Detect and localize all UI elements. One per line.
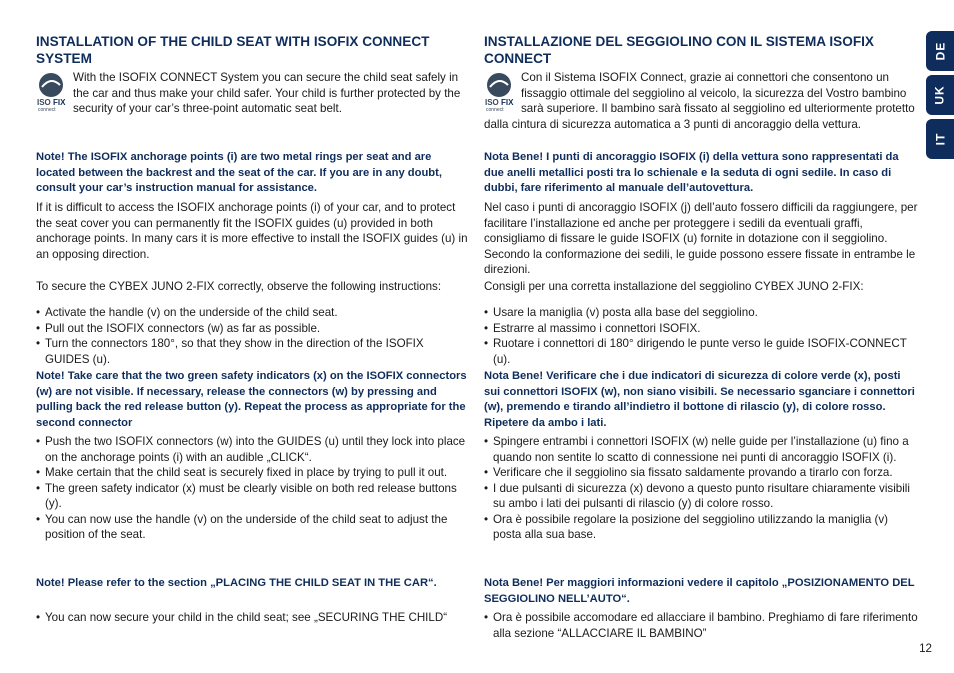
list-item: • Estrarre al massimo i connettori ISOFIX. [484,321,918,337]
svg-text:ISO: ISO [485,98,499,107]
note-anchorage-en: Note! The ISOFIX anchorage points (i) are two metal rings per seat and are located between the backrest and the seat of the car. If you are in any doubt, consult your car’s instruction manual for assistance. [36,151,442,195]
list-item: • Pull out the ISOFIX connectors (w) as far as possible. [36,321,470,337]
svg-text:connect: connect [38,107,56,112]
italian-column [484,33,918,653]
section-title-it: INSTALLAZIONE DEL SEGGIOLINO CON IL SISTEMA ISOFIX CONNECT [484,34,874,66]
list-item: • Spingere entrambi i connettori ISOFIX (w) nelle guide per l’installazione (u) fino a quando non sentite lo scatto di connessione nei punti di ancoraggio ISOFIX (i). [484,434,918,465]
note-indicators-en: Note! Take care that the two green safety indicators (x) on the ISOFIX connectors (w) are not visible. If necessary, release the connectors (w) by pressing and pulling back the red release button (y). Repeat the process as appropriate for the second connector [36,370,467,429]
intro-text-en: With the ISOFIX CONNECT System you can secure the child seat safely in the car and thus make your child safer. Your child is further protected by the security of your car’s three-point automatic seat belt. [73,71,461,115]
list-steps-it [484,305,918,367]
svg-text:FIX: FIX [501,98,514,107]
note-anchorage-it: Nota Bene! I punti di ancoraggio ISOFIX (i) della vettura sono rappresentati da due anelli metallici posti tra lo schienale e la seduta di ogni sedile. In caso di dubbi, fare riferimento al manuale dell’autovettura. [484,151,899,195]
para-guides-it: Nel caso i punti di ancoraggio ISOFIX (j) dell’auto fossero difficili da raggiungere, per facilitare l’installazione ed anche per proteggere i sedili da eventuali graffi, consigliamo di fissare le guide ISOFIX (u) fornite in dotazione con il seggiolino. Secondo la conformazione dei sedili, le guide possono essere fissate in entrambe le direzioni. [484,201,918,276]
svg-text:ISO: ISO [37,98,51,107]
list-item: • I due pulsanti di sicurezza (x) devono a questo punto risultare chiaramente visibili su ambo i lati dei pulsanti di rilascio (y) di colore rosso. [484,481,918,512]
list-item: • Verificare che il seggiolino sia fissato saldamente provando a tirarlo con forza. [484,465,918,481]
svg-text:FIX: FIX [53,98,66,107]
section-title-en: INSTALLATION OF THE CHILD SEAT WITH ISOFIX CONNECT SYSTEM [36,34,430,66]
list-steps-en [36,305,470,367]
list-item: • Activate the handle (v) on the underside of the child seat. [36,305,470,321]
list-secure-en [36,610,470,626]
intro-text-it: Con il Sistema ISOFIX Connect, grazie ai connettori che consentono un fissaggio ottimale del seggiolino al veicolo, la sicurezza del Vostro bambino sarà superiore. Il bambino sarà fissato al seggiolino ed ulteriormente protetto dalla cintura di sicurezza automatica a 3 punti di ancoraggio della vettura. [484,71,915,131]
list-push-it [484,434,918,543]
note-placing-en: Note! Please refer to the section „PLACING THE CHILD SEAT IN THE CAR“. [36,577,437,589]
para-guides-en: If it is difficult to access the ISOFIX anchorage points (i) of your car, and to protect the seat cover you can permanently fit the ISOFIX guides (u) provided in both anchorage points. In many cars it is more effective to install the ISOFIX guides (u) in an opposing direction. [36,201,468,261]
list-item: • The green safety indicator (x) must be clearly visible on both red release buttons (y). [36,481,470,512]
tab-label: IT [932,132,947,146]
intro-en [36,70,470,117]
list-item: • Turn the connectors 180°, so that they show in the direction of the ISOFIX GUIDES (u). [36,336,470,367]
language-tabs [926,31,954,163]
page-number: 12 [919,642,932,655]
list-item: • Ora è possibile regolare la posizione del seggiolino utilizzando la maniglia (v) posta alla sua base. [484,512,918,543]
list-item: • Push the two ISOFIX connectors (w) into the GUIDES (u) until they lock into place on the anchorage points (i) with an audible „CLICK“. [36,434,470,465]
list-item: • Usare la maniglia (v) posta alla base del seggiolino. [484,305,918,321]
list-item: • You can now secure your child in the child seat; see „SECURING THE CHILD“ [36,610,470,626]
tab-it[interactable] [926,119,954,159]
tab-uk[interactable] [926,75,954,115]
list-item: • You can now use the handle (v) on the underside of the child seat to adjust the position of the seat. [36,512,470,543]
tab-label: DE [932,41,947,61]
tab-de[interactable] [926,31,954,71]
para-instructions-en: To secure the CYBEX JUNO 2-FIX correctly, observe the following instructions: [36,280,442,293]
note-indicators-it: Nota Bene! Verificare che i due indicatori di sicurezza di colore verde (x), posti sui connettori ISOFIX (w), non siano visibili. Se necessario sganciare i connettori (w), premendo e tirando all’indietro il bottone di rilascio (y), di colore rosso. Ripetere da ambo i lati. [484,370,915,429]
isofix-connect-logo [484,72,516,112]
isofix-connect-logo [36,72,68,112]
list-item: • Make certain that the child seat is securely fixed in place by trying to pull it out. [36,465,470,481]
para-instructions-it: Consigli per una corretta installazione del seggiolino CYBEX JUNO 2-FIX: [484,280,864,293]
intro-it [484,70,918,132]
tab-label: UK [933,85,947,105]
list-secure-it [484,610,918,641]
list-item: • Ruotare i connettori di 180° dirigendo le punte verso le guide ISOFIX-CONNECT (u). [484,336,918,367]
note-placing-it: Nota Bene! Per maggiori informazioni vedere il capitolo „POSIZIONAMENTO DEL SEGGIOLINO NELL’AUTO“. [484,577,915,605]
list-push-en [36,434,470,543]
list-item: • Ora è possibile accomodare ed allacciare il bambino. Preghiamo di fare riferimento alla sezione “ALLACCIARE IL BAMBINO” [484,610,918,641]
english-column [36,33,470,653]
svg-text:connect: connect [486,107,504,112]
